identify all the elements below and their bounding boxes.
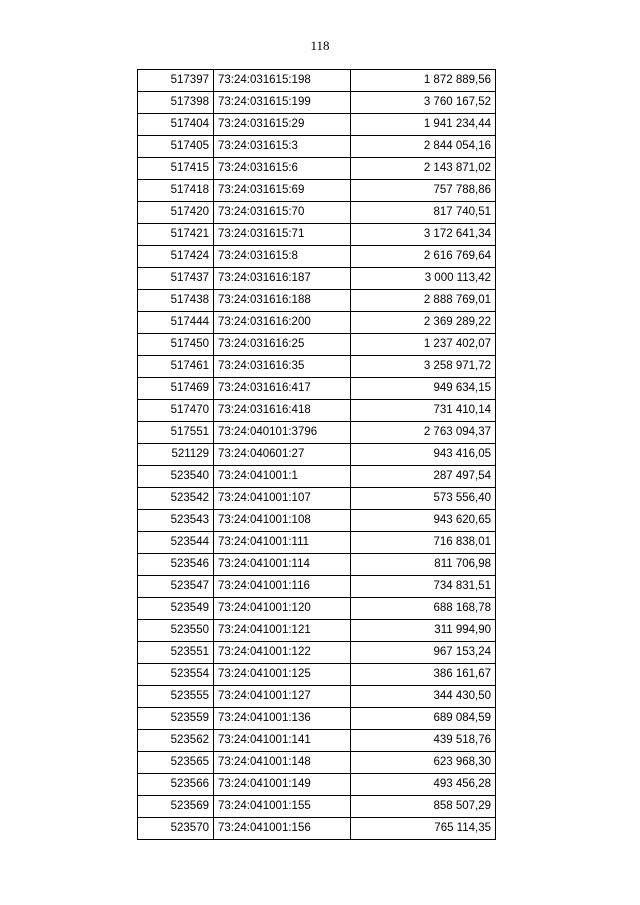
- table-row: [138, 268, 496, 290]
- value-cell: 1 237 402,07: [351, 334, 496, 356]
- table-row: [138, 312, 496, 334]
- cadastral-number-cell: 73:24:041001:149: [214, 774, 351, 796]
- value-cell: 943 620,65: [351, 510, 496, 532]
- table-row: [138, 444, 496, 466]
- cadastral-number-cell: 73:24:041001:108: [214, 510, 351, 532]
- row-id-cell: 523549: [138, 598, 214, 620]
- value-cell: 689 084,59: [351, 708, 496, 730]
- cadastral-number-cell: 73:24:031615:198: [214, 70, 351, 92]
- cadastral-number-cell: 73:24:041001:111: [214, 532, 351, 554]
- cadastral-number-cell: 73:24:041001:114: [214, 554, 351, 576]
- value-cell: 731 410,14: [351, 400, 496, 422]
- row-id-cell: 517404: [138, 114, 214, 136]
- cadastral-number-cell: 73:24:031615:69: [214, 180, 351, 202]
- row-id-cell: 517437: [138, 268, 214, 290]
- table-row: [138, 114, 496, 136]
- table-row: [138, 510, 496, 532]
- row-id-cell: 517469: [138, 378, 214, 400]
- value-cell: 858 507,29: [351, 796, 496, 818]
- value-cell: 573 556,40: [351, 488, 496, 510]
- row-id-cell: 523547: [138, 576, 214, 598]
- cadastral-number-cell: 73:24:031615:199: [214, 92, 351, 114]
- table-row: [138, 422, 496, 444]
- row-id-cell: 517424: [138, 246, 214, 268]
- table-row: [138, 818, 496, 840]
- row-id-cell: 517461: [138, 356, 214, 378]
- row-id-cell: 523570: [138, 818, 214, 840]
- table-row: [138, 334, 496, 356]
- table-row: [138, 774, 496, 796]
- row-id-cell: 517397: [138, 70, 214, 92]
- cadastral-value-table: [137, 69, 496, 840]
- cadastral-number-cell: 73:24:040601:27: [214, 444, 351, 466]
- table-row: [138, 642, 496, 664]
- value-cell: 2 369 289,22: [351, 312, 496, 334]
- cadastral-number-cell: 73:24:031616:418: [214, 400, 351, 422]
- value-cell: 344 430,50: [351, 686, 496, 708]
- table-row: [138, 290, 496, 312]
- table-row: [138, 246, 496, 268]
- row-id-cell: 521129: [138, 444, 214, 466]
- value-cell: 287 497,54: [351, 466, 496, 488]
- table-row: [138, 378, 496, 400]
- row-id-cell: 523562: [138, 730, 214, 752]
- cadastral-number-cell: 73:24:041001:141: [214, 730, 351, 752]
- table-row: [138, 356, 496, 378]
- value-cell: 1 941 234,44: [351, 114, 496, 136]
- value-cell: 3 760 167,52: [351, 92, 496, 114]
- table-row: [138, 158, 496, 180]
- row-id-cell: 517421: [138, 224, 214, 246]
- cadastral-number-cell: 73:24:041001:125: [214, 664, 351, 686]
- table-row: [138, 708, 496, 730]
- page-number: 118: [310, 38, 330, 53]
- row-id-cell: 523554: [138, 664, 214, 686]
- row-id-cell: 523543: [138, 510, 214, 532]
- row-id-cell: 523542: [138, 488, 214, 510]
- row-id-cell: 523551: [138, 642, 214, 664]
- table-row: [138, 400, 496, 422]
- value-cell: 2 888 769,01: [351, 290, 496, 312]
- cadastral-number-cell: 73:24:031615:8: [214, 246, 351, 268]
- table-row: [138, 730, 496, 752]
- cadastral-number-cell: 73:24:040101:3796: [214, 422, 351, 444]
- table-row: [138, 180, 496, 202]
- table-row: [138, 488, 496, 510]
- table-row: [138, 70, 496, 92]
- table-row: [138, 620, 496, 642]
- table-row: [138, 136, 496, 158]
- value-cell: 949 634,15: [351, 378, 496, 400]
- cadastral-number-cell: 73:24:031615:29: [214, 114, 351, 136]
- cadastral-number-cell: 73:24:041001:155: [214, 796, 351, 818]
- row-id-cell: 523559: [138, 708, 214, 730]
- cadastral-number-cell: 73:24:031616:200: [214, 312, 351, 334]
- row-id-cell: 523540: [138, 466, 214, 488]
- cadastral-number-cell: 73:24:031616:187: [214, 268, 351, 290]
- cadastral-number-cell: 73:24:031615:6: [214, 158, 351, 180]
- cadastral-number-cell: 73:24:031616:188: [214, 290, 351, 312]
- table-row: [138, 92, 496, 114]
- row-id-cell: 517551: [138, 422, 214, 444]
- table-row: [138, 202, 496, 224]
- value-cell: 967 153,24: [351, 642, 496, 664]
- value-cell: 757 788,86: [351, 180, 496, 202]
- cadastral-number-cell: 73:24:041001:1: [214, 466, 351, 488]
- value-cell: 943 416,05: [351, 444, 496, 466]
- value-cell: 1 872 889,56: [351, 70, 496, 92]
- value-cell: 817 740,51: [351, 202, 496, 224]
- cadastral-number-cell: 73:24:041001:127: [214, 686, 351, 708]
- value-cell: 439 518,76: [351, 730, 496, 752]
- value-cell: 2 763 094,37: [351, 422, 496, 444]
- cadastral-number-cell: 73:24:031616:417: [214, 378, 351, 400]
- cadastral-number-cell: 73:24:031615:3: [214, 136, 351, 158]
- value-cell: 493 456,28: [351, 774, 496, 796]
- table-row: [138, 576, 496, 598]
- row-id-cell: 517405: [138, 136, 214, 158]
- table-row: [138, 554, 496, 576]
- cadastral-number-cell: 73:24:041001:136: [214, 708, 351, 730]
- cadastral-number-cell: 73:24:041001:121: [214, 620, 351, 642]
- value-cell: 623 968,30: [351, 752, 496, 774]
- row-id-cell: 523566: [138, 774, 214, 796]
- table-row: [138, 664, 496, 686]
- row-id-cell: 523546: [138, 554, 214, 576]
- table-row: [138, 686, 496, 708]
- row-id-cell: 517450: [138, 334, 214, 356]
- value-cell: 811 706,98: [351, 554, 496, 576]
- cadastral-number-cell: 73:24:031616:25: [214, 334, 351, 356]
- value-cell: 716 838,01: [351, 532, 496, 554]
- value-cell: 3 172 641,34: [351, 224, 496, 246]
- value-cell: 3 000 113,42: [351, 268, 496, 290]
- row-id-cell: 517470: [138, 400, 214, 422]
- cadastral-number-cell: 73:24:041001:107: [214, 488, 351, 510]
- cadastral-number-cell: 73:24:041001:148: [214, 752, 351, 774]
- value-cell: 734 831,51: [351, 576, 496, 598]
- row-id-cell: 523550: [138, 620, 214, 642]
- table-row: [138, 598, 496, 620]
- value-cell: 765 114,35: [351, 818, 496, 840]
- value-cell: 3 258 971,72: [351, 356, 496, 378]
- row-id-cell: 523544: [138, 532, 214, 554]
- row-id-cell: 517444: [138, 312, 214, 334]
- row-id-cell: 523555: [138, 686, 214, 708]
- table-row: [138, 224, 496, 246]
- value-cell: 2 616 769,64: [351, 246, 496, 268]
- row-id-cell: 517418: [138, 180, 214, 202]
- table-row: [138, 796, 496, 818]
- value-cell: 2 143 871,02: [351, 158, 496, 180]
- cadastral-number-cell: 73:24:041001:122: [214, 642, 351, 664]
- table-row: [138, 466, 496, 488]
- row-id-cell: 523569: [138, 796, 214, 818]
- cadastral-number-cell: 73:24:031615:71: [214, 224, 351, 246]
- row-id-cell: 517438: [138, 290, 214, 312]
- row-id-cell: 523565: [138, 752, 214, 774]
- value-cell: 688 168,78: [351, 598, 496, 620]
- cadastral-number-cell: 73:24:031615:70: [214, 202, 351, 224]
- value-cell: 311 994,90: [351, 620, 496, 642]
- value-cell: 2 844 054,16: [351, 136, 496, 158]
- cadastral-number-cell: 73:24:041001:116: [214, 576, 351, 598]
- cadastral-number-cell: 73:24:041001:120: [214, 598, 351, 620]
- table-row: [138, 532, 496, 554]
- cadastral-number-cell: 73:24:041001:156: [214, 818, 351, 840]
- table-body: [138, 70, 496, 840]
- value-cell: 386 161,67: [351, 664, 496, 686]
- cadastral-number-cell: 73:24:031616:35: [214, 356, 351, 378]
- row-id-cell: 517398: [138, 92, 214, 114]
- row-id-cell: 517415: [138, 158, 214, 180]
- table-row: [138, 752, 496, 774]
- row-id-cell: 517420: [138, 202, 214, 224]
